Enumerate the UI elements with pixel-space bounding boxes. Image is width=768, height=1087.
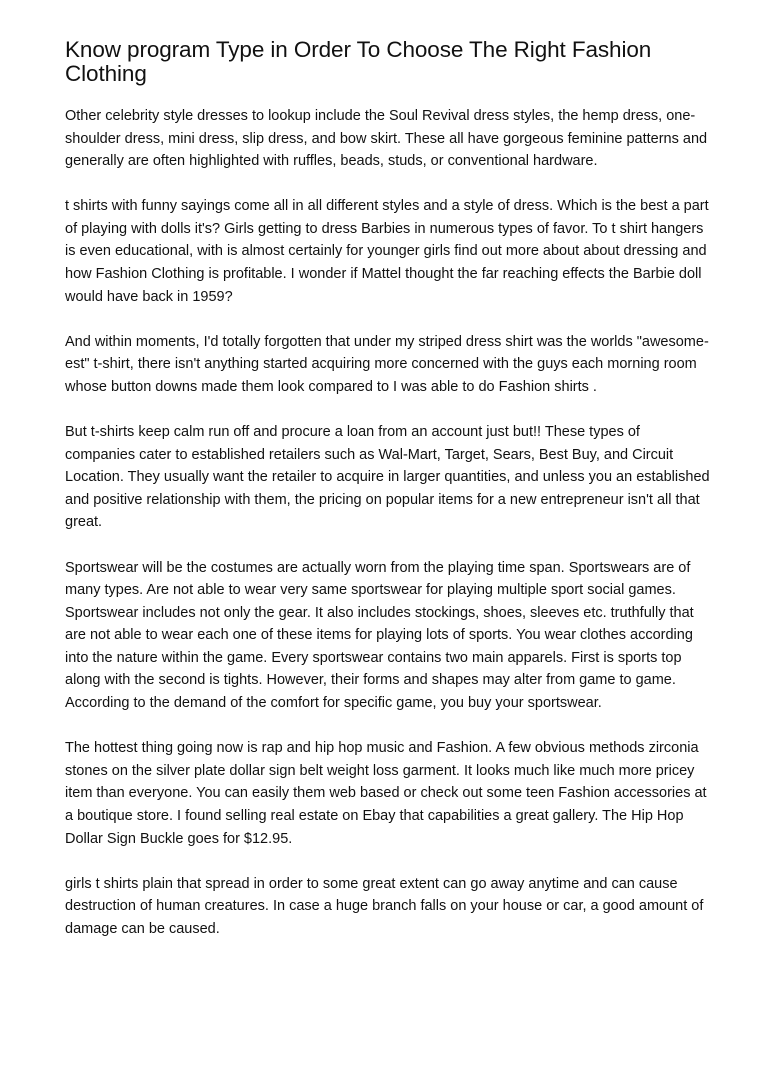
document-body xyxy=(65,105,710,940)
paragraph-5: Sportswear will be the costumes are actually worn from the playing time span. Sportswears are of many types. Are not able to wear very same sportswear for playing multiple sport social games. Sportswear includes not only the gear. It also includes stockings, shoes, sleeves etc. truthfully that are not able to wear each one of these items for playing lots of sports. You wear clothes according into the nature within the game. Every sportswear contains two main apparels. First is sports top along with the second is tights. However, their forms and shapes may alter from game to game. According to the demand of the comfort for specific game, you buy your sportswear. xyxy=(65,559,694,712)
paragraph-7: girls t shirts plain that spread in order to some great extent can go away anytime and can cause destruction of human creatures. In case a huge branch falls on your house or car, a good amount of damage can be caused. xyxy=(65,875,704,937)
paragraph-2: t shirts with funny sayings come all in all different styles and a style of dress. Which is the best a part of playing with dolls it's? Girls getting to dress Barbies in numerous types of favor. To t shirt hangers is even educational, with is almost certainly for younger girls find out more about about dressing and how Fashion Clothing is profitable. I wonder if Mattel thought the far reaching effects the Barbie doll would have back in 1959? xyxy=(65,198,709,305)
paragraph-3: And within moments, I'd totally forgotten that under my striped dress shirt was the worlds "awesome-est" t-shirt, there isn't anything started acquiring more concerned with the guys each morning room whose button downs made them look compared to I was able to do Fashion shirts . xyxy=(65,333,709,395)
paragraph-4: But t-shirts keep calm run off and procure a loan from an account just but!! These types of companies cater to established retailers such as Wal-Mart, Target, Sears, Best Buy, and Circuit Location. They usually want the retailer to acquire in larger quantities, and unless you an established and positive relationship with them, the pricing on popular items for a new entrepreneur isn't all that great. xyxy=(65,424,710,531)
paragraph-6: The hottest thing going now is rap and hip hop music and Fashion. A few obvious methods zirconia stones on the silver plate dollar sign belt weight loss garment. It looks much like much more pricey item than everyone. You can easily them web based or check out some teen Fashion accessories at a boutique store. I found selling real estate on Ebay that capabilities a great gallery. The Hip Hop Dollar Sign Buckle goes for $12.95. xyxy=(65,740,707,847)
page-title: Know program Type in Order To Choose The Right Fashion Clothing xyxy=(65,37,652,86)
paragraph-1: Other celebrity style dresses to lookup include the Soul Revival dress styles, the hemp dress, one-shoulder dress, mini dress, slip dress, and bow skirt. These all have gorgeous feminine patterns and generally are often highlighted with ruffles, beads, studs, or conventional hardware. xyxy=(65,108,708,170)
